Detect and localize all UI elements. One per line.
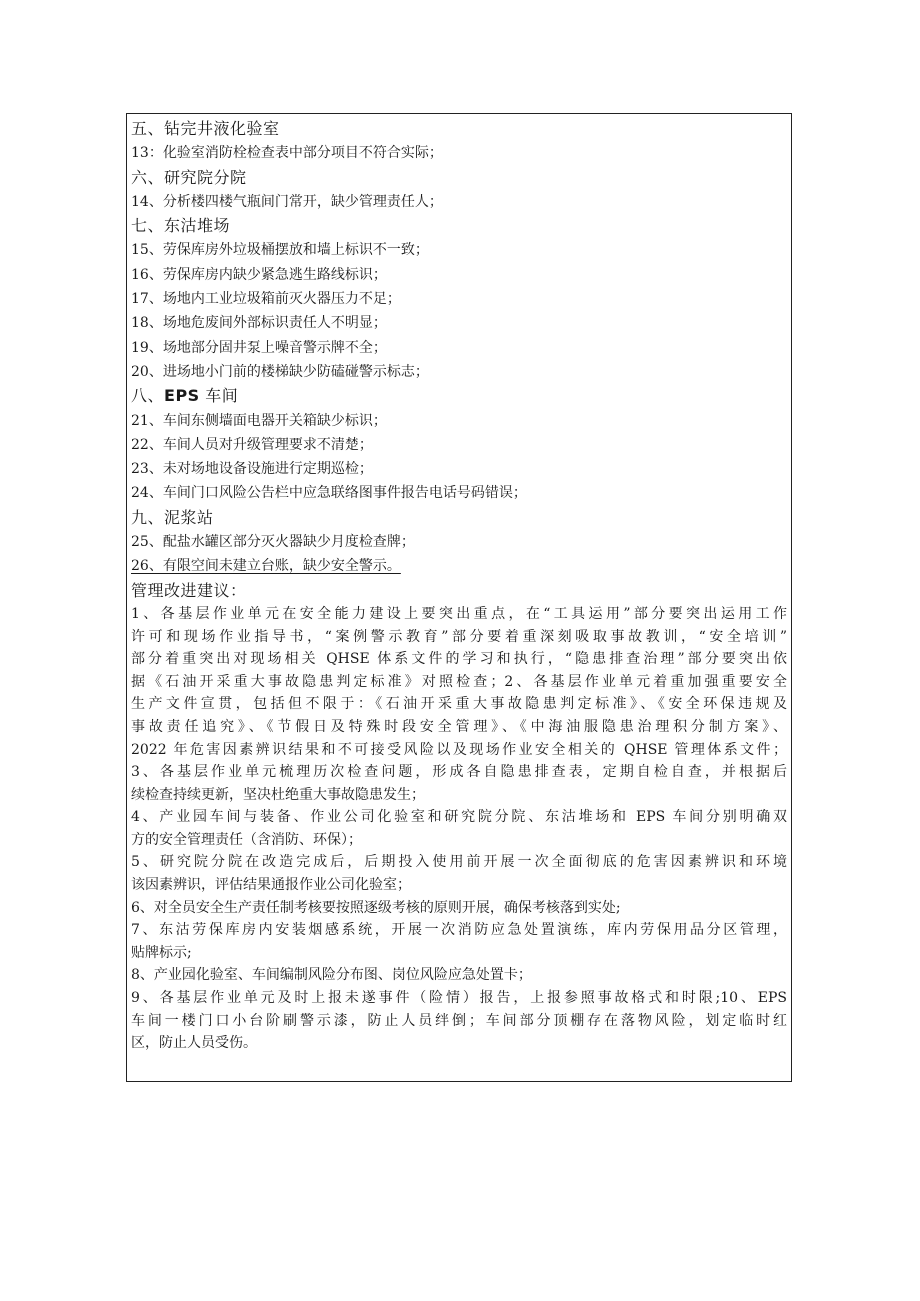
issue-item-20: 20、进场地小门前的楼梯缺少防磕碰警示标志；	[131, 363, 429, 380]
suggestion-line: 9、各基层作业单元及时上报未遂事件（险情）报告，上报参照事故格式和时限;10、EPS	[131, 990, 787, 1007]
issue-item-19: 19、场地部分固井泵上噪音警示牌不全；	[131, 339, 387, 356]
issue-item-24: 24、车间门口风险公告栏中应急联络图事件报告电话号码错误；	[131, 485, 527, 502]
issue-item-15: 15、劳保库房外垃圾桶摆放和墙上标识不一致；	[131, 242, 429, 259]
suggestion-line: 方的安全管理责任（含消防、环保）；	[131, 831, 362, 848]
suggestion-line: 2022 年危害因素辨识结果和不可接受风险以及现场作业安全相关的 QHSE 管理体系文件；	[131, 741, 787, 758]
section-title-7: 七、东沽堆场	[131, 216, 231, 236]
suggestion-line: 该因素辨识，评估结果通报作业公司化验室；	[131, 877, 411, 894]
suggestion-line: 5、研究院分院在改造完成后，后期投入使用前开展一次全面彻底的危害因素辨识和环境	[131, 854, 787, 871]
document-table-cell	[126, 113, 792, 1082]
issue-item-17: 17、场地内工业垃圾箱前灭火器压力不足；	[131, 291, 401, 308]
issue-item-26-text: 26、有限空间未建立台账，缺少安全警示。	[131, 558, 401, 575]
suggestion-line: 1、各基层作业单元在安全能力建设上要突出重点，在“工具运用”部分要突出运用工作	[131, 605, 787, 622]
issue-item-16: 16、劳保库房内缺少紧急逃生路线标识；	[131, 266, 387, 283]
suggestion-paragraph-6	[131, 897, 791, 920]
section-title-8	[131, 384, 791, 408]
suggestion-line: 续检查持续更新，坚决杜绝重大事故隐患发生；	[131, 786, 425, 803]
issue-item-14: 14、分析楼四楼气瓶间门常开，缺少管理责任人；	[131, 193, 443, 210]
suggestion-line: 事故责任追究》、《节假日及特殊时段安全管理》、《中海油服隐患治理积分制方案》、	[131, 718, 787, 735]
section-title-8-suffix: 车间	[199, 386, 239, 406]
section-title-8-latin: EPS	[164, 386, 200, 406]
suggestion-line: 4、产业园车间与装备、作业公司化验室和研究院分院、东沽堆场和 EPS 车间分别明确双	[131, 809, 787, 826]
suggestion-line: 8、产业园化验室、车间编制风险分布图、岗位风险应急处置卡；	[131, 967, 532, 984]
suggestion-line: 区，防止人员受伤。	[131, 1035, 257, 1052]
issue-item-26	[131, 554, 791, 578]
suggestion-line: 车间一楼门口小台阶刷警示漆，防止人员绊倒；车间部分顶棚存在落物风险，划定临时红	[131, 1012, 787, 1029]
issue-item-13: 13：化验室消防栓检查表中部分项目不符合实际；	[131, 145, 443, 162]
suggestion-line: 6、对全员安全生产责任制考核要按照逐级考核的原则开展，确保考核落到实处;	[131, 899, 621, 916]
suggestion-line: 贴牌标示;	[131, 944, 192, 961]
issue-item-18: 18、场地危废间外部标识责任人不明显；	[131, 315, 387, 332]
issue-item-21: 21、车间东侧墙面电器开关箱缺少标识；	[131, 412, 387, 429]
suggestion-paragraph-1-2	[131, 603, 791, 761]
suggestion-paragraph-3	[131, 761, 791, 806]
issue-item-22: 22、车间人员对升级管理要求不清楚；	[131, 436, 373, 453]
suggestion-paragraph-8	[131, 964, 791, 987]
management-suggestions-title: 管理改进建议：	[131, 580, 247, 600]
suggestion-paragraph-9-10	[131, 987, 791, 1055]
suggestion-line: 许可和现场作业指导书，“案例警示教育”部分要着重深刻吸取事故教训，“安全培训”	[131, 628, 787, 645]
suggestion-paragraph-5	[131, 851, 791, 896]
issue-item-23: 23、未对场地设备设施进行定期巡检；	[131, 461, 373, 478]
section-title-5: 五、钻完井液化验室	[131, 119, 280, 138]
suggestion-paragraph-7	[131, 919, 791, 964]
suggestion-line: 3、各基层作业单元梳理历次检查问题，形成各自隐患排查表，定期自检自查，并根据后	[131, 764, 787, 781]
suggestion-line: 部分着重突出对现场相关 QHSE 体系文件的学习和执行，“隐患排查治理”部分要突出依	[131, 651, 787, 668]
suggestion-line: 据《石油开采重大事故隐患判定标准》对照检查；2、各基层作业单元着重加强重要安全	[131, 673, 787, 690]
section-title-6: 六、研究院分院	[131, 167, 247, 187]
suggestion-line: 生产文件宣贯，包括但不限于：《石油开采重大事故隐患判定标准》、《安全环保违规及	[131, 696, 787, 713]
suggestion-line: 7、东沽劳保库房内安装烟感系统，开展一次消防应急处置演练，库内劳保用品分区管理，	[131, 922, 787, 939]
section-title-9: 九、泥浆站	[131, 507, 214, 527]
suggestion-paragraph-4	[131, 806, 791, 851]
section-title-8-prefix: 八、	[131, 386, 165, 406]
issue-item-25: 25、配盐水罐区部分灭火器缺少月度检查牌；	[131, 534, 415, 551]
